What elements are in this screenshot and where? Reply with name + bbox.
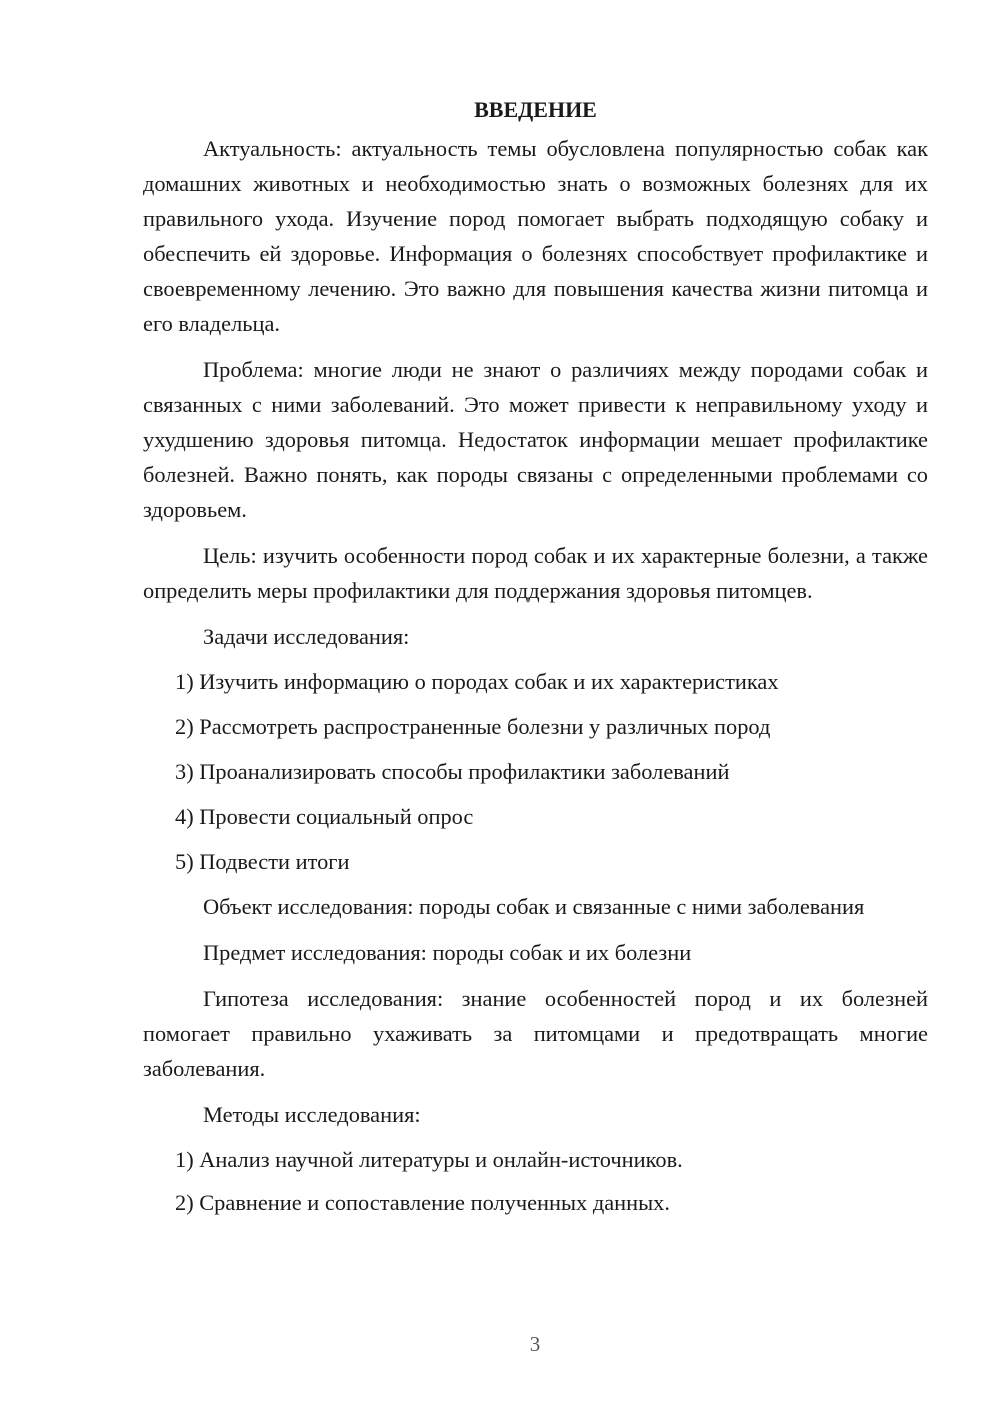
document-page bbox=[143, 93, 928, 1228]
list-item: 1) Анализ научной литературы и онлайн-источников. bbox=[175, 1147, 683, 1172]
section-heading: ВВЕДЕНИЕ bbox=[474, 97, 597, 122]
list-item: 2) Рассмотреть распространенные болезни у различных пород bbox=[175, 714, 771, 739]
list-item: 2) Сравнение и сопоставление полученных данных. bbox=[175, 1190, 670, 1215]
list-item: 3) Проанализировать способы профилактики заболеваний bbox=[175, 759, 730, 784]
problem-paragraph: Проблема: многие люди не знают о различиях между породами собак и связанных с ними заболеваний. Это может привести к неправильному уходу и ухудшению здоровья питомца. Недостаток информации мешает профилактике болезней. Важно понять, как породы связаны с определенными проблемами со здоровьем. bbox=[143, 357, 928, 522]
tasks-list bbox=[143, 664, 928, 879]
goal-paragraph: Цель: изучить особенности пород собак и их характерные болезни, а также определить меры профилактики для поддержания здоровья питомцев. bbox=[143, 543, 928, 603]
object-paragraph: Объект исследования: породы собак и связанные с ними заболевания bbox=[203, 894, 865, 919]
list-item: 5) Подвести итоги bbox=[175, 849, 350, 874]
list-item: 1) Изучить информацию о породах собак и их характеристиках bbox=[175, 669, 779, 694]
methods-list bbox=[143, 1142, 928, 1220]
hypothesis-paragraph: Гипотеза исследования: знание особенностей пород и их болезней помогает правильно ухаживать за питомцами и предотвращать многие заболевания. bbox=[143, 986, 928, 1081]
page-number: 3 bbox=[529, 1332, 541, 1356]
relevance-paragraph: Актуальность: актуальность темы обусловлена популярностью собак как домашних животных и необходимостью знать о возможных болезнях для их правильного ухода. Изучение пород помогает выбрать подходящую собаку и обеспечить ей здоровье. Информация о болезнях способствует профилактике и своевременному лечению. Это важно для повышения качества жизни питомца и его владельца. bbox=[143, 136, 928, 336]
methods-label: Методы исследования: bbox=[203, 1102, 421, 1127]
subject-paragraph: Предмет исследования: породы собак и их болезни bbox=[203, 940, 692, 965]
list-item: 4) Провести социальный опрос bbox=[175, 804, 474, 829]
tasks-label: Задачи исследования: bbox=[203, 624, 410, 649]
